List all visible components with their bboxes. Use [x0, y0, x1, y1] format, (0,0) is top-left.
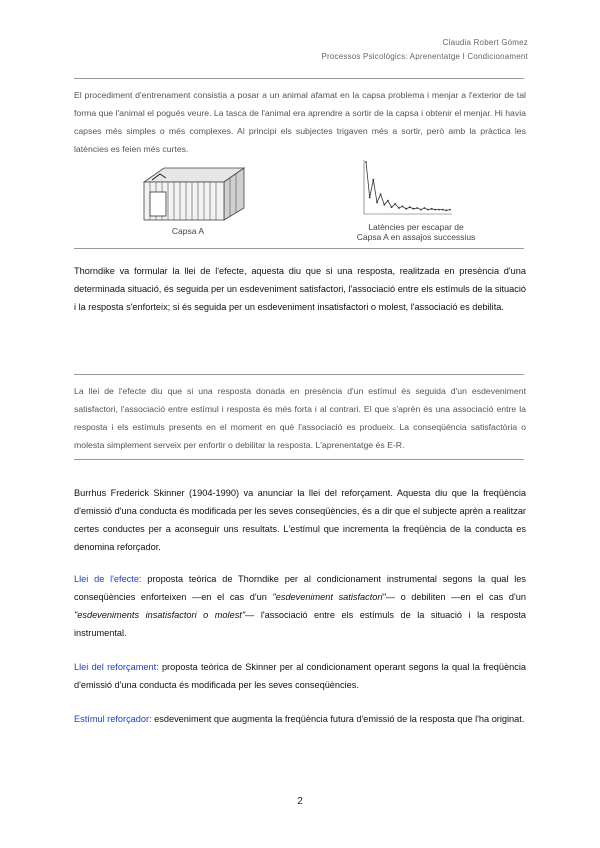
skinner-paragraph: Burrhus Frederick Skinner (1904-1990) va anunciar la llei del reforçament. Aquesta diu que la freqüència d'emissió d'una conducta és modificada per les seves conseqüències, és a dir que el subjecte aprèn a realitzar certes conductes per a aconseguir uns resultats. L'estímul que incrementa la freqüència de la conducta es denomina reforçador. [74, 488, 526, 552]
latency-point-5 [380, 193, 382, 195]
latency-point-4 [376, 201, 378, 203]
latency-chart [360, 158, 456, 218]
latency-point-3 [372, 179, 374, 181]
divider [74, 248, 524, 249]
page-number: 2 [297, 796, 303, 807]
latency-point-24 [449, 209, 451, 211]
procedure-paragraph: El procediment d'entrenament consistia a posar a un animal afamat en la capsa problema i menjar a l'exterior de tal forma que l'animal el pogués veure. La tasca de l'animal era aprendre a sortir de la capsa i obtenir el menjar. Hi havia capses més simples o més complexes. Al principi els subjectes trigaven més a sortir, però amb la pràctica les latències es feien més curtes. [74, 90, 526, 154]
page-header [321, 36, 528, 64]
latency-point-14 [413, 208, 415, 210]
latency-point-9 [394, 203, 396, 205]
latency-point-21 [438, 209, 440, 211]
latency-point-10 [398, 207, 400, 209]
box-caption: Capsa A [171, 226, 205, 236]
definition-effect-law [74, 570, 526, 642]
definition-text: proposta teòrica de Thorndike per al condicionament instrumental segons la qual les conseqüències enforteixen —en el cas d'un [74, 574, 526, 602]
divider [74, 78, 524, 79]
latency-point-8 [391, 206, 393, 208]
divider [74, 459, 524, 460]
term-reinforcement-law: Llei del reforçament: [74, 662, 159, 672]
puzzle-box-illustration [140, 160, 248, 222]
latency-point-6 [383, 204, 385, 206]
definition-text: — l'associació entre els estímuls de la situació i la resposta instrumental. [74, 610, 526, 638]
graph-caption-line1: Latències per escapar de [368, 222, 464, 232]
latency-point-16 [420, 209, 422, 211]
graph-caption [346, 222, 486, 242]
latency-point-23 [445, 210, 447, 212]
definition-text: esdeveniment que augmenta la freqüència futura d'emissió de la resposta que l'ha originat. [151, 714, 525, 724]
graph-caption-line2: Capsa A en assajos successius [356, 232, 476, 242]
latency-point-22 [442, 209, 444, 211]
latency-point-15 [416, 207, 418, 209]
latency-point-2 [369, 197, 371, 199]
latency-series-line [366, 162, 450, 210]
latency-point-13 [409, 206, 411, 208]
header-author: Claudia Robert Gómez [442, 38, 528, 47]
quote-unsatisfactory: "esdeveniments insatisfactori o molest" [74, 610, 246, 620]
latency-point-18 [427, 209, 429, 211]
header-subject: Processos Psicològics: Aprenentatge I Condicionament [321, 52, 528, 61]
latency-point-19 [431, 208, 433, 210]
latency-point-1 [365, 161, 367, 163]
term-effect-law: Llei de l'efecte: [74, 574, 142, 584]
latency-point-7 [387, 200, 389, 202]
latency-point-11 [402, 206, 404, 208]
quote-satisfactory: "esdeveniment satisfactori" [272, 592, 386, 602]
thorndike-paragraph: Thorndike va formular la llei de l'efecte, aquesta diu que si una resposta, realitzada en presència d'una determinada situació, és seguida per un esdeveniment satisfactori, l'associació entre els estímuls de la situació i la resposta s'enforteix; si és seguida per un esdeveniment insatisfactori o molest, l'associació es debilita. [74, 266, 526, 312]
definition-text: proposta teòrica de Skinner per al condicionament operant segons la qual la freqüència d'emissió d'una conducta és modificada per les seves conseqüències. [74, 662, 526, 690]
divider [74, 374, 524, 375]
term-reinforcing-stimulus: Estímul reforçador: [74, 714, 152, 724]
definition-reinforcing-stimulus [74, 710, 526, 728]
latency-point-20 [435, 209, 437, 211]
latency-point-12 [405, 208, 407, 210]
definition-reinforcement-law [74, 658, 526, 694]
effect-law-paragraph: La llei de l'efecte diu que si una resposta donada en presència d'un estímul és seguida d'un esdeveniment satisfactori, l'associació entre estímul i resposta és més forta i al contrari. El que s'aprèn és una associació entre la resposta i els estímuls presents en el moment en què l'associació es produeix. La conseqüència satisfactòria o molesta simplement serveix per enfortir o debilitar la resposta. L'aprenentatge és E-R. [74, 386, 526, 450]
latency-point-17 [424, 207, 426, 209]
definition-text: — o debiliten —en el cas d'un [385, 592, 526, 602]
